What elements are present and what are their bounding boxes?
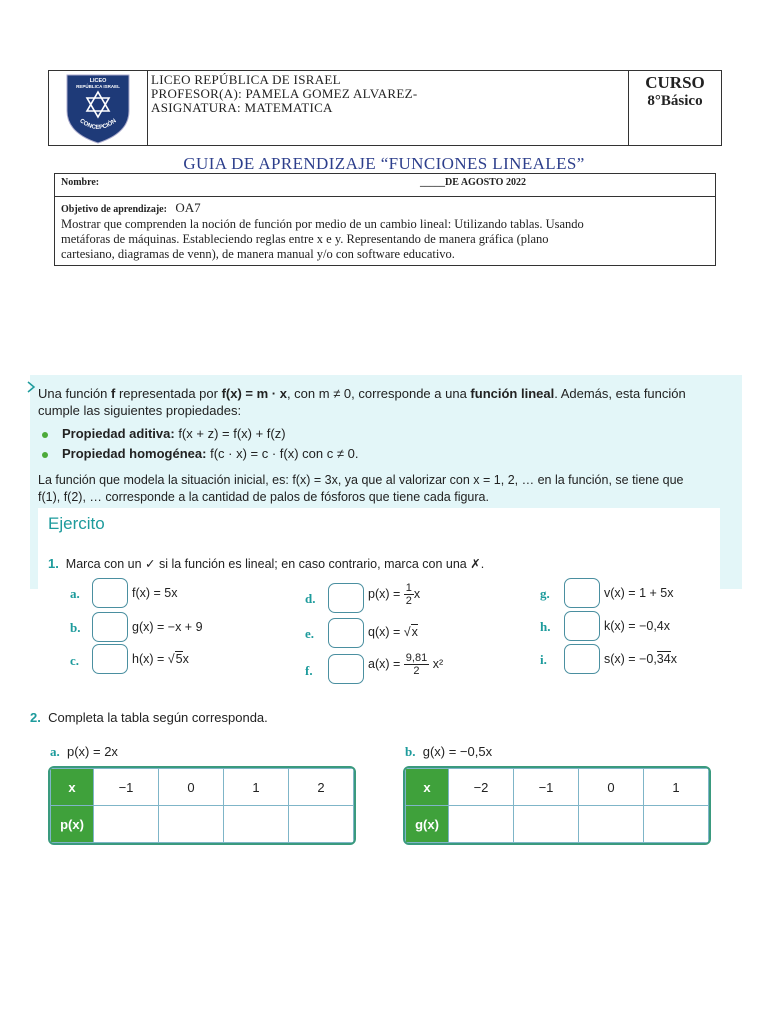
answer-cell[interactable]	[94, 806, 159, 843]
school-name: LICEO REPÚBLICA DE ISRAEL	[151, 72, 341, 87]
table-header-cell: p(x)	[51, 806, 94, 843]
item-b-checkbox[interactable]	[92, 612, 128, 642]
question-2: 2. Completa la tabla según corresponda.	[30, 710, 268, 725]
item-g-function: v(x) = 1 + 5x	[604, 586, 674, 600]
item-b-function: g(x) = −x + 9	[132, 620, 203, 634]
item-f-function: a(x) = $\frac{9,81}{2}$ x²	[368, 652, 444, 677]
svg-text:CONCEPCIÓN: CONCEPCIÓN	[78, 118, 118, 132]
item-h-checkbox[interactable]	[564, 611, 600, 641]
school-info-cell	[148, 71, 629, 145]
logo-cell	[49, 71, 148, 145]
course-label: CURSO	[645, 73, 705, 92]
question-1: 1. Marca con un ✓ si la función es lineal; en caso contrario, marca con una ✗.	[48, 556, 485, 571]
item-a-function: f(x) = 5x	[132, 586, 178, 600]
item-b-letter: b.	[70, 620, 81, 635]
subject-name: ASIGNATURA: MATEMATICA	[151, 100, 333, 115]
table-row	[406, 769, 709, 806]
item-h-function: k(x) = −0,4x	[604, 619, 670, 633]
svg-text:LICEO: LICEO	[89, 78, 107, 84]
item-g-letter: g.	[540, 586, 550, 601]
name-row	[54, 173, 716, 197]
answer-cell[interactable]	[289, 806, 354, 843]
objective-line-1: Mostrar que comprenden la noción de función por medio de un cambio lineal: Utilizando tablas. Usando	[61, 217, 584, 231]
property-homogeneous: Propiedad homogénea: f(c · x) = c · f(x) con c ≠ 0.	[42, 445, 358, 462]
table-cell: 0	[159, 769, 224, 806]
item-f-letter: f.	[305, 663, 313, 678]
table-cell: −1	[94, 769, 159, 806]
model-line-2: f(1), f(2), … corresponde a la cantidad de palos de fósforos que tiene cada figura.	[38, 490, 489, 504]
item-f-checkbox[interactable]	[328, 654, 364, 684]
item-i-checkbox[interactable]	[564, 644, 600, 674]
answer-cell[interactable]	[224, 806, 289, 843]
table-cell: −1	[514, 769, 579, 806]
table-cell: 1	[644, 769, 709, 806]
objective-code: OA7	[175, 200, 201, 215]
bullet-icon	[42, 452, 48, 458]
answer-cell[interactable]	[159, 806, 224, 843]
school-logo	[49, 71, 147, 145]
svg-text:REPÚBLICA ISRAEL: REPÚBLICA ISRAEL	[76, 84, 120, 89]
definition-line-1: Una función f representada por f(x) = m · x, con m ≠ 0, corresponde a una función lineal. Además, esta función	[38, 386, 686, 401]
header-table	[48, 70, 722, 146]
answer-cell[interactable]	[449, 806, 514, 843]
objective-line-3: cartesiano, diagramas de venn), de manera manual y/o con software educativo.	[61, 247, 455, 261]
table-cell: −2	[449, 769, 514, 806]
definition-line-2: cumple las siguientes propiedades:	[38, 403, 242, 418]
item-a-checkbox[interactable]	[92, 578, 128, 608]
panel-arrow-icon	[26, 380, 36, 394]
property-additive: Propiedad aditiva: f(x + z) = f(x) + f(z)	[42, 425, 286, 442]
item-h-letter: h.	[540, 619, 551, 634]
item-e-letter: e.	[305, 626, 315, 641]
item-c-checkbox[interactable]	[92, 644, 128, 674]
item-e-checkbox[interactable]	[328, 618, 364, 648]
answer-cell[interactable]	[579, 806, 644, 843]
date-label: _____DE AGOSTO 2022	[420, 177, 526, 188]
item-c-letter: c.	[70, 653, 80, 668]
course-cell	[629, 71, 721, 145]
objective-box	[54, 195, 716, 266]
name-label: Nombre:	[61, 177, 100, 188]
table-row	[51, 769, 354, 806]
item-i-letter: i.	[540, 652, 547, 667]
table-row	[51, 806, 354, 843]
item-e-function: q(x) = √x	[368, 625, 418, 639]
guide-title: GUIA DE APRENDIZAJE “FUNCIONES LINEALES”	[183, 154, 585, 173]
table-cell: 1	[224, 769, 289, 806]
exercise-area	[38, 508, 720, 590]
table-b	[403, 766, 711, 845]
bullet-icon	[42, 432, 48, 438]
objective-label: Objetivo de aprendizaje:	[61, 204, 167, 215]
model-line-1: La función que modela la situación inicial, es: f(x) = 3x, ya que al valorizar con x = 1, 2, … en la función, se tiene que	[38, 473, 684, 487]
table-b-title: b. g(x) = −0,5x	[405, 744, 493, 759]
table-header-cell: x	[51, 769, 94, 806]
objective-line-2: metáforas de máquinas. Estableciendo reglas entre x e y. Representando de manera gráfica (plano	[61, 232, 549, 246]
item-a-letter: a.	[70, 586, 80, 601]
item-c-function: h(x) = √5x	[132, 652, 189, 666]
course-value: 8°Básico	[647, 93, 703, 109]
exercise-heading: Ejercito	[48, 514, 105, 533]
item-d-checkbox[interactable]	[328, 583, 364, 613]
item-d-letter: d.	[305, 591, 316, 606]
item-d-function: p(x) = $\frac{1}{2}$ x	[368, 582, 421, 607]
table-cell: 0	[579, 769, 644, 806]
item-g-checkbox[interactable]	[564, 578, 600, 608]
table-a	[48, 766, 356, 845]
table-header-cell: g(x)	[406, 806, 449, 843]
answer-cell[interactable]	[514, 806, 579, 843]
table-header-cell: x	[406, 769, 449, 806]
teacher-name: PROFESOR(A): PAMELA GOMEZ ALVAREZ-	[151, 86, 418, 101]
answer-cell[interactable]	[644, 806, 709, 843]
table-cell: 2	[289, 769, 354, 806]
table-row	[406, 806, 709, 843]
item-i-function: s(x) = −0,34x	[604, 652, 677, 666]
table-a-title: a. p(x) = 2x	[50, 744, 118, 759]
